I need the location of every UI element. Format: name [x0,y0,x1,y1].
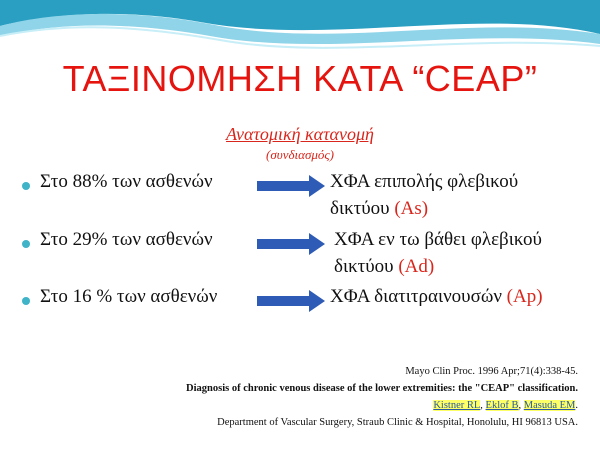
slide-subnote: (συνδιασμός) [266,147,334,162]
row-3-code: (Ap) [506,286,543,307]
author-link[interactable]: Masuda EM [523,400,576,411]
row-1-result-line1: ΧΦΑ επιπολής φλεβικού [330,171,519,192]
bullet-icon [22,297,30,305]
reference-article: Diagnosis of chronic venous disease of the lower extremities: the "CEAP" classification. [186,383,578,394]
author-link[interactable]: Eklof B [485,400,519,411]
row-2-result-line1: ΧΦΑ εν τω βάθει φλεβικού [334,229,542,250]
bullet-icon [22,182,30,190]
row-3-lead: Στο 16 % των ασθενών [40,286,218,307]
arrow-right-icon [257,290,325,312]
row-2-result-line2: δικτύου (Ad) [334,256,435,277]
row-2-code: (Ad) [398,256,435,277]
bullet-icon [22,240,30,248]
slide-subtitle: Ανατομική κατανομή [226,124,374,144]
slide-title: ΤΑΞΙΝΟΜΗΣΗ ΚΑΤΑ “CEAP” [62,58,538,99]
row-1-result-line2: δικτύου (As) [330,198,429,219]
reference-affiliation: Department of Vascular Surgery, Straub Clinic & Hospital, Honolulu, HI 96813 USA. [217,417,578,428]
row-1-lead: Στο 88% των ασθενών [40,171,213,192]
row-1-code: (As) [394,198,429,219]
author-link[interactable]: Kistner RL [433,400,481,411]
arrow-right-icon [257,175,325,197]
row-2-lead: Στο 29% των ασθενών [40,229,213,250]
reference-authors: Kistner RL, Eklof B, Masuda EM. [433,400,578,411]
reference-journal: Mayo Clin Proc. 1996 Apr;71(4):338-45. [405,366,578,377]
arrow-right-icon [257,233,325,255]
row-3-result: ΧΦΑ διατιτραινουσών (Ap) [330,286,543,307]
